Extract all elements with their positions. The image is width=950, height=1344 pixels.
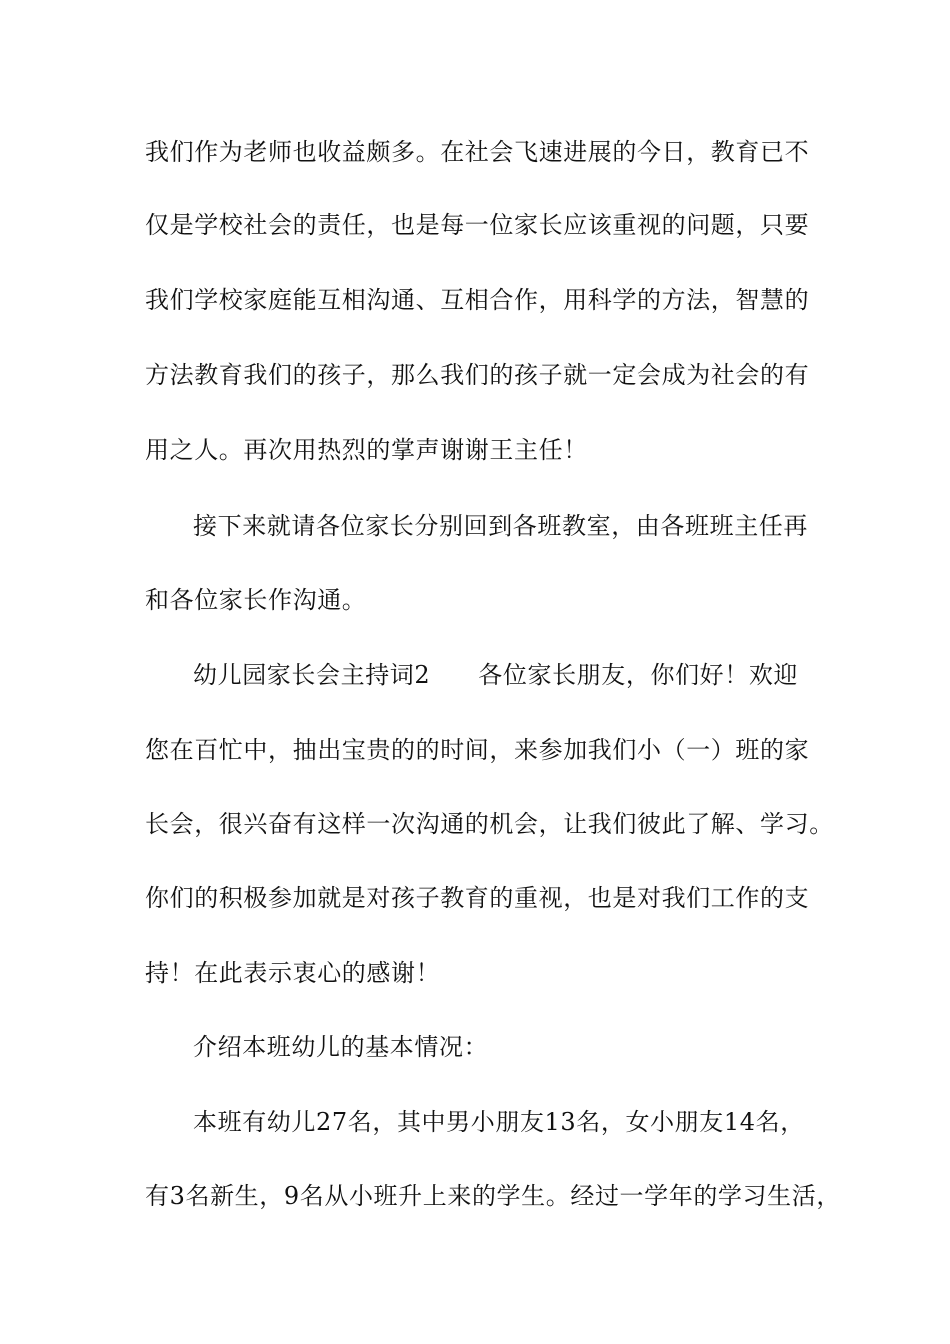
paragraph-line: 您在百忙中，抽出宝贵的的时间，来参加我们小（一）班的家	[145, 736, 810, 764]
paragraph-line: 持！在此表示衷心的感谢！	[145, 959, 441, 987]
paragraph-line: 和各位家长作沟通。	[145, 586, 367, 614]
paragraph-line: 仅是学校社会的责任，也是每一位家长应该重视的问题，只要	[145, 211, 810, 239]
section-heading-line	[193, 655, 833, 695]
paragraph-text: 各位家长朋友，你们好！欢迎	[478, 661, 799, 689]
paragraph-line: 介绍本班幼儿的基本情况：	[193, 1033, 489, 1061]
paragraph-line: 接下来就请各位家长分别回到各班教室，由各班班主任再	[193, 512, 808, 540]
paragraph-line: 我们学校家庭能互相沟通、互相合作，用科学的方法，智慧的	[145, 286, 810, 314]
paragraph-line: 本班有幼儿27名，其中男小朋友13名，女小朋友14名，	[193, 1108, 805, 1136]
paragraph-line: 有3名新生，9名从小班升上来的学生。经过一学年的学习生活，	[145, 1182, 841, 1210]
paragraph-line: 我们作为老师也收益颇多。在社会飞速进展的今日，教育已不	[145, 138, 810, 166]
section-title: 幼儿园家长会主持词2	[193, 661, 431, 689]
paragraph-line: 用之人。再次用热烈的掌声谢谢王主任！	[145, 436, 588, 464]
paragraph-line: 长会，很兴奋有这样一次沟通的机会，让我们彼此了解、学习。	[145, 810, 834, 838]
paragraph-line: 方法教育我们的孩子，那么我们的孩子就一定会成为社会的有	[145, 361, 810, 389]
paragraph-line: 你们的积极参加就是对孩子教育的重视，也是对我们工作的支	[145, 884, 810, 912]
